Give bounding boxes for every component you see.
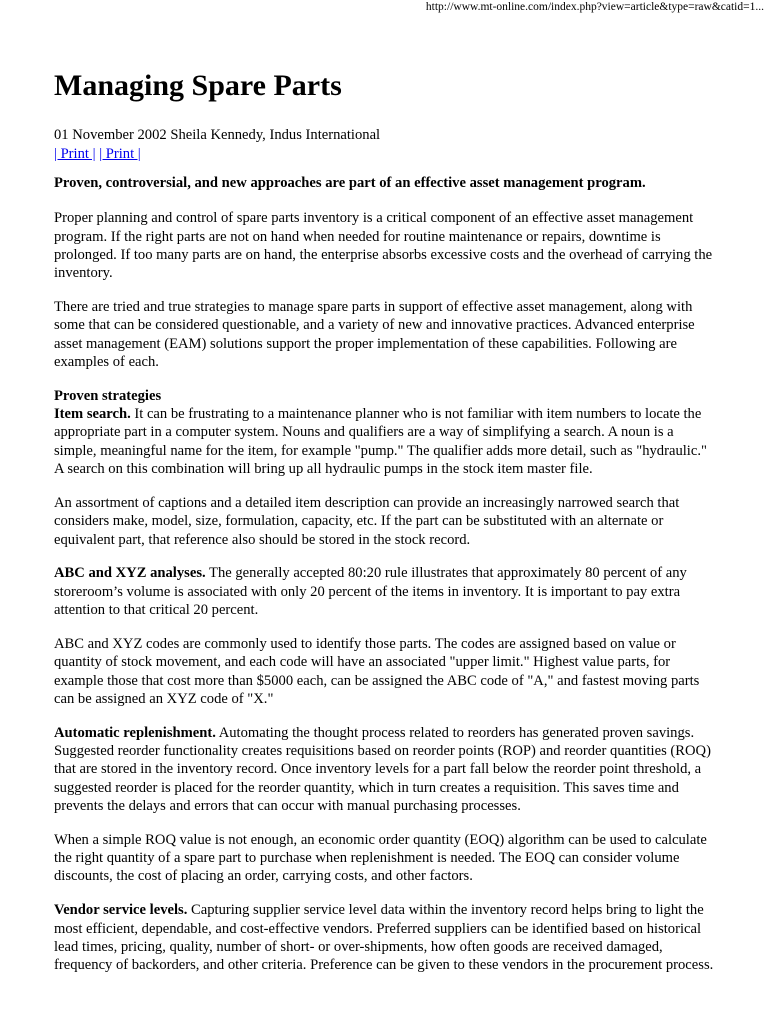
captions-paragraph: An assortment of captions and a detailed item description can provide an increasingly narrowed search that considers make, model, size, formulation, capacity, etc. If the part can be substituted with an alternate or equivalent part, that reference also should be stored in the stock record. [54,494,680,548]
print-link-secondary[interactable]: | Print | [99,146,141,162]
article-byline: 01 November 2002 Sheila Kennedy, Indus International [54,127,381,143]
auto-replenishment-paragraph [54,724,718,815]
abc-xyz-paragraph [54,564,718,619]
article-lead: Proven, controversial, and new approaches are part of an effective asset management program. [54,175,646,191]
item-search-text: It can be frustrating to a maintenance planner who is not familiar with item numbers to locate the appropriate part in a computer system. Nouns and qualifiers are a way of simplifying a search. A noun is a simple, meaningful name for the item, for example "pump." The qualifier adds more detail, such as "hydraulic." A search on this combination will bring up all hydraulic pumps in the stock item master file. [54,406,707,478]
auto-replenishment-label: Automatic replenishment. [54,724,216,741]
vendor-service-label: Vendor service levels. [54,902,188,919]
item-search-paragraph [54,387,718,478]
article-title: Managing Spare Parts [54,69,342,102]
eoq-paragraph: When a simple ROQ value is not enough, an economic order quantity (EOQ) algorithm can be used to calculate the right quantity of a spare part to purchase when replenishment is needed. The EOQ can consider volume discounts, the cost of placing an order, carrying costs, and other factors. [54,831,707,885]
vendor-service-text: Capturing supplier service level data within the inventory record helps bring to light the most efficient, dependable, and cost-effective vendors. Preferred suppliers can be identified based on historical lead times, pricing, quality, number of short- or over-shipments, how often goods are received damaged, frequency of backorders, and other criteria. Preference can be given to these vendors in the procurement process. [54,902,714,974]
vendor-service-paragraph [54,901,718,974]
section-heading-proven-strategies: Proven strategies [54,387,162,404]
page-url-header: http://www.mt-online.com/index.php?view=article&type=raw&catid=1... [425,1,764,13]
article [54,66,718,990]
abc-codes-paragraph: ABC and XYZ codes are commonly used to identify those parts. The codes are assigned based on value or quantity of stock movement, and each code will have an associated "upper limit." Highest value parts, for example those that cost more than $5000 each, can be assigned the ABC code of "A," and fastest moving parts can be assigned an XYZ code of "X." [54,635,700,707]
abc-xyz-text: The generally accepted 80:20 rule illustrates that approximately 80 percent of any storeroom’s volume is associated with only 20 percent of the items in inventory. It is important to pay extra attention to that critical 20 percent. [54,565,687,619]
print-link[interactable]: | Print | [54,146,96,162]
auto-replenishment-text: Automating the thought process related to reorders has generated proven savings. Suggested reorder functionality creates requisitions based on reorder points (ROP) and reorder quantities (ROQ) that are stored in the inventory record. Once inventory levels for a part fall below the reorder point threshold, a suggested reorder is placed for the reorder quantity, which in turn creates a requisition. This saves time and prevents the delays and errors that can occur with manual purchasing processes. [54,724,711,814]
item-search-label: Item search. [54,406,131,423]
intro-paragraph-2: There are tried and true strategies to manage spare parts in support of effective asset management, along with some that can be considered questionable, and a variety of new and innovative practices. Advanced enterprise asset management (EAM) solutions support the proper implementation of these capabilities. Following are examples of each. [54,299,695,370]
abc-xyz-label: ABC and XYZ analyses. [54,565,206,582]
intro-paragraph-1: Proper planning and control of spare parts inventory is a critical component of an effective asset management program. If the right parts are not on hand when needed for routine maintenance or repairs, downtime is prolonged. If too many parts are on hand, the enterprise absorbs excessive costs and the overhead of carrying the inventory. [54,210,713,282]
print-links [54,145,718,164]
